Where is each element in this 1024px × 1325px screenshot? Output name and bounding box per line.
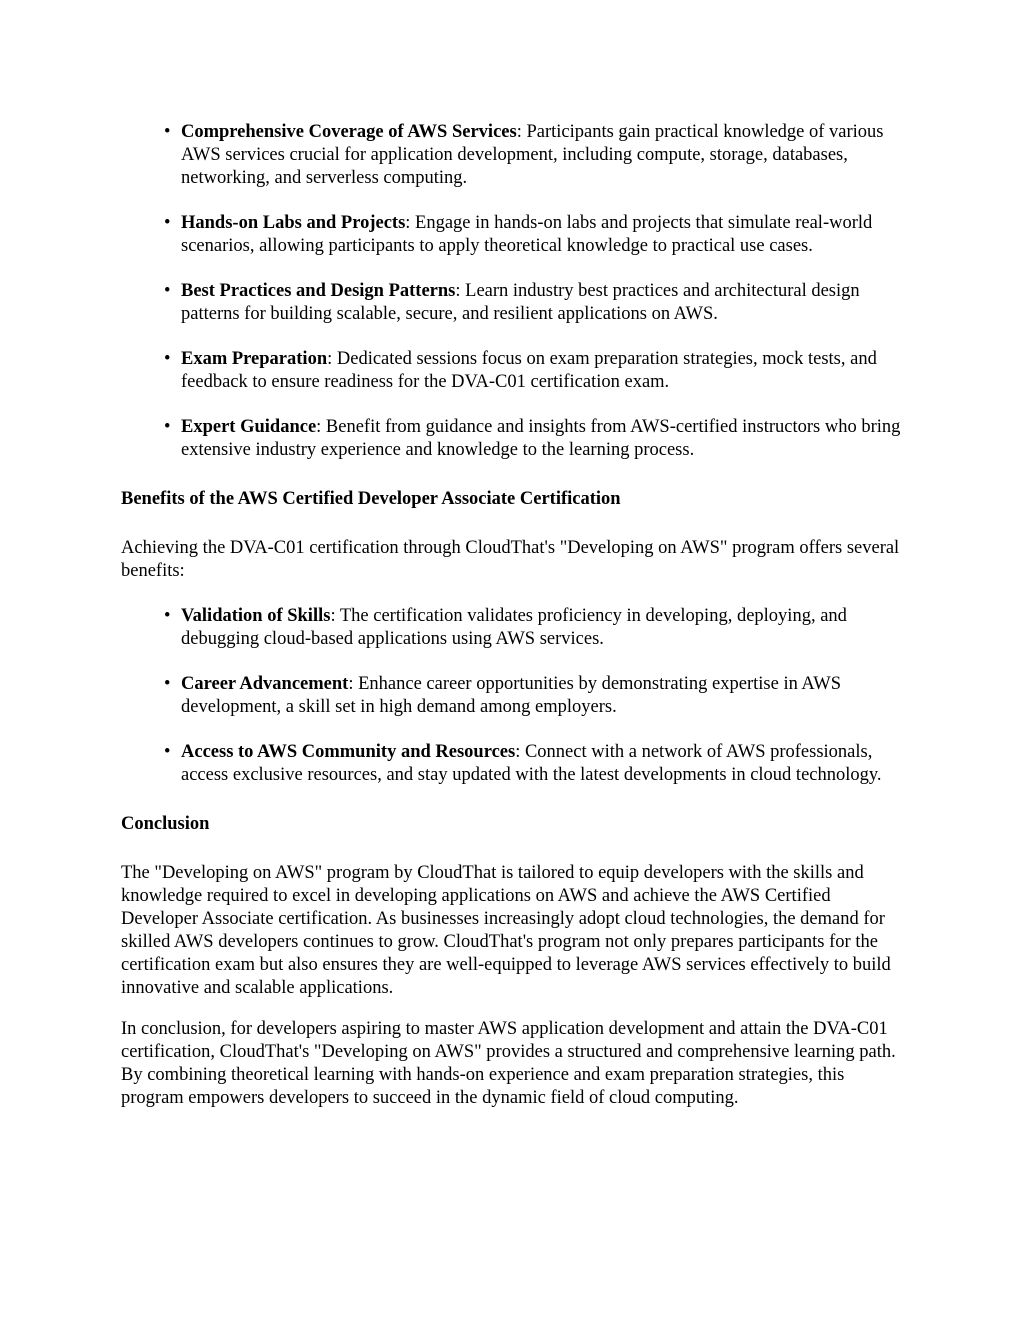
conclusion-heading: Conclusion	[121, 814, 210, 834]
document-page	[121, 121, 911, 1110]
list-item	[164, 741, 911, 787]
bullet-icon: •	[164, 122, 171, 142]
benefit-text: : Enhance career opportunities by demonstrating expertise in AWS development, a skill set in high demand among employers.	[181, 674, 842, 717]
feature-text: : Participants gain practical knowledge of various AWS services crucial for application development, including compute, storage, databases, networking, and serverless computing.	[181, 122, 884, 188]
feature-title: Exam Preparation	[181, 349, 328, 369]
benefit-text: : Connect with a network of AWS professionals, access exclusive resources, and stay updated with the latest developments in cloud technology.	[181, 742, 882, 785]
spacer	[121, 836, 911, 862]
spacer	[121, 583, 911, 605]
conclusion-paragraph: In conclusion, for developers aspiring to master AWS application development and attain the DVA-C01 certification, CloudThat's "Developing on AWS" provides a structured and comprehensive learning path. By combining theoretical learning with hands-on experience and exam preparation strategies, this program empowers developers to succeed in the dynamic field of cloud computing.	[121, 1019, 896, 1108]
bullet-icon: •	[164, 606, 171, 626]
spacer	[121, 787, 911, 813]
benefits-intro: Achieving the DVA-C01 certification through CloudThat's "Developing on AWS" program offers several benefits:	[121, 538, 900, 581]
bullet-icon: •	[164, 417, 171, 437]
list-item	[164, 212, 911, 258]
bullet-icon: •	[164, 674, 171, 694]
bullet-icon: •	[164, 349, 171, 369]
feature-text: : Engage in hands-on labs and projects that simulate real-world scenarios, allowing participants to apply theoretical knowledge to practical use cases.	[181, 213, 873, 256]
bullet-icon: •	[164, 281, 171, 301]
bullet-icon: •	[164, 742, 171, 762]
features-list	[121, 121, 911, 462]
list-item	[164, 673, 911, 719]
bullet-icon: •	[164, 213, 171, 233]
benefit-title: Career Advancement	[181, 674, 349, 694]
feature-title: Comprehensive Coverage of AWS Services	[181, 122, 517, 142]
list-item	[164, 416, 911, 462]
feature-title: Expert Guidance	[181, 417, 317, 437]
feature-text: : Benefit from guidance and insights from AWS-certified instructors who bring extensive industry experience and knowledge to the learning process.	[181, 417, 901, 460]
benefit-text: : The certification validates proficiency in developing, deploying, and debugging cloud-based applications using AWS services.	[181, 606, 847, 649]
benefit-title: Validation of Skills	[181, 606, 331, 626]
benefits-list	[121, 605, 911, 787]
spacer	[121, 1000, 911, 1018]
list-item	[164, 121, 911, 190]
conclusion-paragraph: The "Developing on AWS" program by CloudThat is tailored to equip developers with the skills and knowledge required to excel in developing applications on AWS and achieve the AWS Certified Developer Associate certification. As businesses increasingly adopt cloud technologies, the demand for skilled AWS developers continues to grow. CloudThat's program not only prepares participants for the certification exam but also ensures they are well-equipped to leverage AWS services effectively to build innovative and scalable applications.	[121, 863, 891, 998]
spacer	[121, 462, 911, 488]
feature-text: : Dedicated sessions focus on exam preparation strategies, mock tests, and feedback to ensure readiness for the DVA-C01 certification exam.	[181, 349, 877, 392]
feature-title: Hands-on Labs and Projects	[181, 213, 406, 233]
spacer	[121, 511, 911, 537]
feature-title: Best Practices and Design Patterns	[181, 281, 456, 301]
list-item	[164, 605, 911, 651]
benefits-heading: Benefits of the AWS Certified Developer Associate Certification	[121, 489, 621, 509]
list-item	[164, 280, 911, 326]
benefit-title: Access to AWS Community and Resources	[181, 742, 516, 762]
feature-text: : Learn industry best practices and architectural design patterns for building scalable, secure, and resilient applications on AWS.	[181, 281, 860, 324]
list-item	[164, 348, 911, 394]
